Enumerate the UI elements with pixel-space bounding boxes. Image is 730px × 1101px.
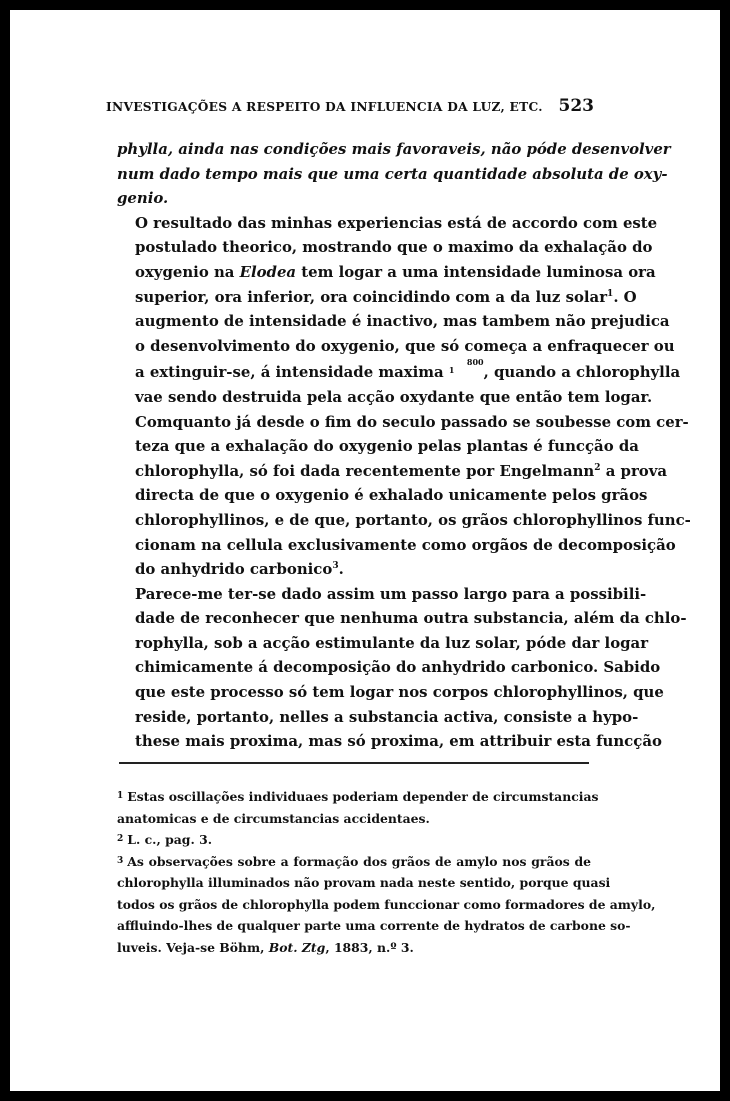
- footnotes: [117, 786, 656, 958]
- footnote-line: $^3$ As observações sobre a formação dos grãos de amylo nos grãos de: [117, 853, 591, 869]
- text-line: phylla, ainda nas condições mais favoraveis, não póde desenvolver: [117, 140, 671, 158]
- page-header: [106, 96, 594, 126]
- footnote-ref-1: 1: [607, 288, 614, 299]
- elodea-term: Elodea: [239, 262, 297, 281]
- text-line: directa de que o oxygenio é exhalado unicamente pelos grãos: [135, 486, 648, 505]
- text-line: oxygenio na Elodea tem logar a uma intensidade luminosa ora: [135, 262, 656, 281]
- text-line: Parece-me ter-se dado assim um passo largo para a possibili-: [135, 584, 647, 603]
- text-line: augmento de intensidade é inactivo, mas tambem não prejudica: [135, 312, 670, 331]
- footnote-divider: [119, 762, 589, 764]
- text-line: do anhydrido carbonico$^3$.: [135, 560, 344, 579]
- footnote-line: affluindo-lhes de qualquer parte uma corrente de hydratos de carbone so-: [117, 918, 631, 933]
- footnote-ref-3: 3: [332, 561, 339, 572]
- text-line: dade de reconhecer que nenhuma outra substancia, além da chlo-: [135, 609, 687, 628]
- paragraph-hypothesis: [117, 582, 687, 754]
- footnote-number: 3: [117, 855, 124, 866]
- footnote-3: [117, 851, 656, 959]
- book-page: [10, 10, 720, 1091]
- text-line: vae sendo destruida pela acção oxydante que então tem logar.: [135, 387, 653, 406]
- page-number: 523: [558, 96, 594, 116]
- text-line: rophylla, sob a acção estimulante da luz solar, póde dar logar: [135, 633, 649, 652]
- footnote-line: luveis. Veja-se Böhm, Bot. Ztg, 1883, n.º 3.: [117, 939, 414, 955]
- paragraph-continuation: [117, 137, 671, 211]
- footnote-line: todos os grãos de chlorophylla podem funccionar como formadores de amylo,: [117, 896, 656, 912]
- text-line: chlorophyllinos, e de que, portanto, os grãos chlorophyllinos func-: [135, 510, 691, 529]
- text-line: these mais proxima, mas só proxima, em attribuir esta funcção: [135, 732, 662, 751]
- text-line: teza que a exhalação do oxygenio pelas plantas é funcção da: [135, 437, 639, 456]
- journal-title: Bot. Ztg: [268, 939, 326, 955]
- text-line: chlorophylla, só foi dada recentemente por Engelmann$^2$ a prova: [135, 461, 668, 480]
- footnote-number: 1: [117, 791, 124, 801]
- body-text: [117, 137, 691, 754]
- text-line: postulado theorico, mostrando que o maximo da exhalação do: [135, 238, 653, 257]
- footnote-2: [117, 829, 591, 851]
- footnote-ref-2: 2: [594, 462, 601, 473]
- text-line: chimicamente á decomposição do anhydrido carbonico. Sabido: [135, 658, 661, 677]
- footnote-line: chlorophylla illuminados não provam nada neste sentido, porque quasi: [117, 875, 611, 890]
- text-line: O resultado das minhas experiencias está de accordo com este: [135, 213, 658, 232]
- footnote-line: $^2$ L. c., pag. 3.: [117, 832, 213, 847]
- paragraph-results: [117, 211, 691, 582]
- text-line: que este processo só tem logar nos corpos chlorophyllinos, que: [135, 683, 664, 702]
- footnote-1: [117, 786, 599, 829]
- text-line: reside, portanto, nelles a substancia activa, consiste a hypo-: [135, 707, 639, 726]
- text-line: superior, ora inferior, ora coincidindo com a da luz solar$^1$. O: [135, 287, 637, 306]
- footnote-line: anatomicas e de circumstancias accidentaes.: [117, 810, 430, 826]
- text-line: num dado tempo mais que uma certa quantidade absoluta de oxy-: [117, 164, 668, 183]
- fraction: 800 1: [448, 357, 484, 376]
- text-line: genio.: [117, 189, 169, 208]
- footnote-number: 2: [117, 834, 124, 844]
- running-head: INVESTIGAÇÕES A RESPEITO DA INFLUENCIA DA LUZ, ETC.: [106, 100, 543, 114]
- text-line: Comquanto já desde o fim do seculo passado se soubesse com cer-: [135, 412, 689, 431]
- text-line: a extinguir-se, á intensidade maxima 800 1 , quando a chlorophylla: [135, 357, 681, 382]
- footnote-line: $^1$ Estas oscillações individuaes poderiam depender de circumstancias: [117, 789, 599, 804]
- text-line: cionam na cellula exclusivamente como orgãos de decomposição: [135, 535, 676, 554]
- text-line: o desenvolvimento do oxygenio, que só começa a enfraquecer ou: [135, 336, 675, 355]
